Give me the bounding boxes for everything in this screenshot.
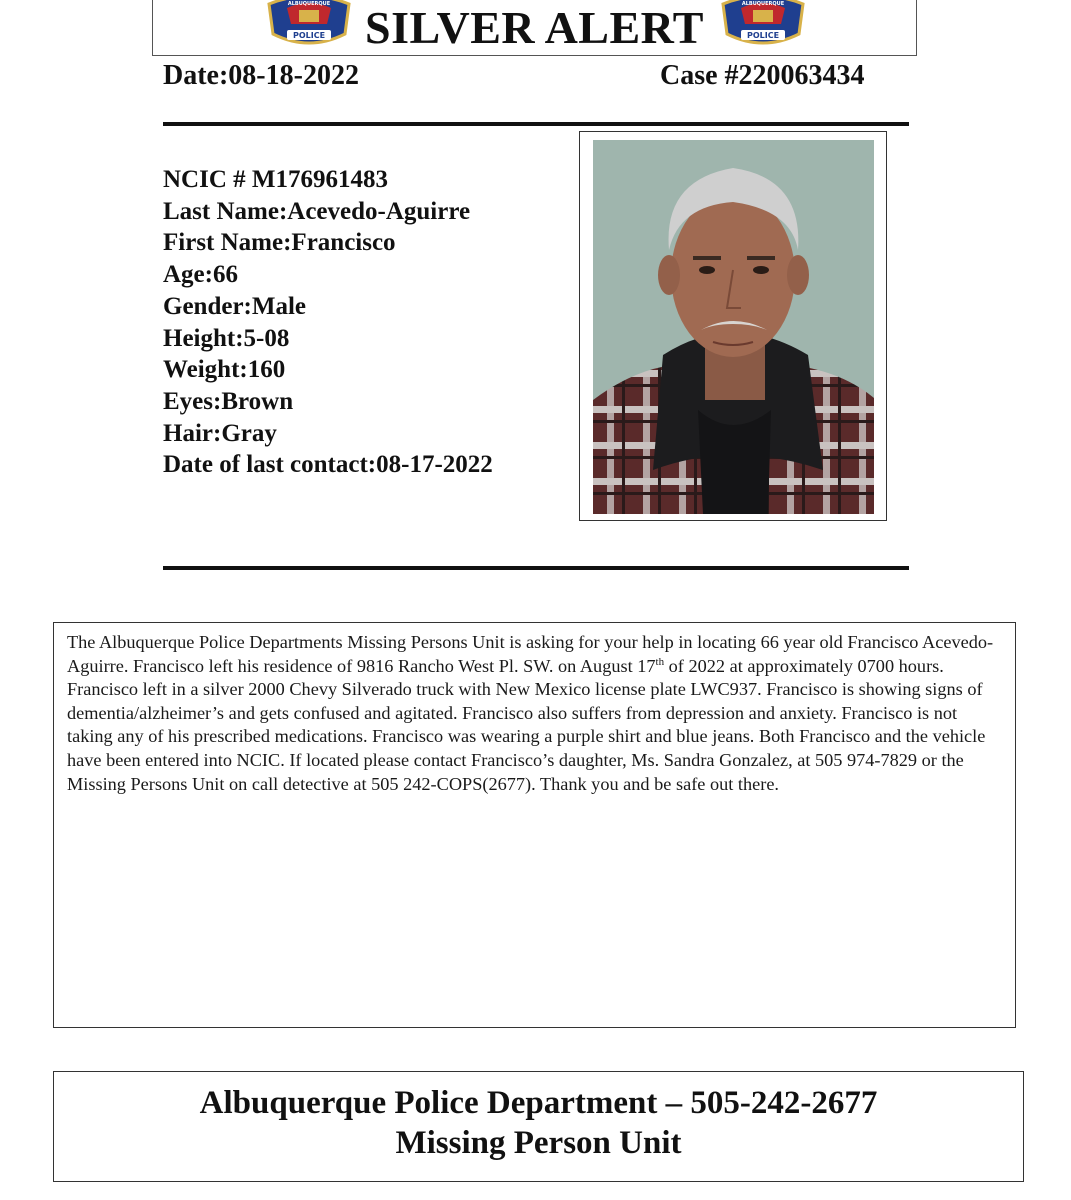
- contact-footer: [53, 1071, 1024, 1182]
- weight: Weight:160: [163, 356, 286, 384]
- date-of-last-contact: Date of last contact:08-17-2022: [163, 451, 493, 479]
- narrative-box: [53, 622, 1016, 1028]
- ordinal-suffix: th: [655, 655, 665, 668]
- unit-name: Missing Person Unit: [395, 1125, 682, 1161]
- divider: [163, 122, 909, 126]
- missing-person-photo: [593, 140, 874, 514]
- photo-frame: [579, 131, 887, 521]
- department-phone: Albuquerque Police Department – 505-242-2677: [199, 1085, 878, 1121]
- police-badge-icon: [719, 0, 807, 48]
- age: Age:66: [163, 261, 238, 289]
- alert-date: Date:08-18-2022: [163, 60, 359, 91]
- alert-header: [152, 0, 917, 56]
- badge-text-bottom: POLICE: [292, 31, 326, 40]
- narrative-part-1: The Albuquerque Police Departments Missing Persons Unit is asking for your help in locating 66 year old Francisco Acevedo-Aguirre. Francisco left his residence of 9816 Rancho West Pl. SW. on August 17: [67, 632, 994, 676]
- eyes: Eyes:Brown: [163, 387, 294, 415]
- narrative-part-2: of 2022 at approximately 0700 hours. Francisco left in a silver 2000 Chevy Silverado truck with New Mexico license plate LWC937. Francisco is showing signs of dementia/alzheimer’s and gets confused and agitated. Francisco also suffers from depression and anxiety. Francisco is not taking any of his prescribed medications. Francisco was wearing a purple shirt and blue jeans. Both Francisco and the vehicle have been entered into NCIC. If located please contact Francisco’s daughter, Ms. Sandra Gonzalez, at 505 974-7829 or the Missing Persons Unit on call detective at 505 242-COPS(2677). Thank you and be safe out there.: [67, 655, 986, 794]
- first-name: First Name:Francisco: [163, 229, 396, 257]
- badge-text-top: ALBUQUERQUE: [741, 1, 785, 7]
- badge-text-top: ALBUQUERQUE: [287, 1, 331, 7]
- gender: Gender:Male: [163, 292, 307, 320]
- badge-text-bottom: POLICE: [746, 31, 780, 40]
- ncic-number: NCIC # M176961483: [163, 166, 388, 193]
- case-number: Case #220063434: [660, 60, 865, 91]
- last-name: Last Name:Acevedo-Aguirre: [163, 197, 471, 225]
- hair: Hair:Gray: [163, 419, 277, 447]
- divider: [163, 566, 909, 570]
- person-details: [163, 164, 493, 481]
- height: Height:5-08: [163, 324, 290, 352]
- narrative-text: [67, 631, 1007, 796]
- page-title: SILVER ALERT: [365, 2, 704, 53]
